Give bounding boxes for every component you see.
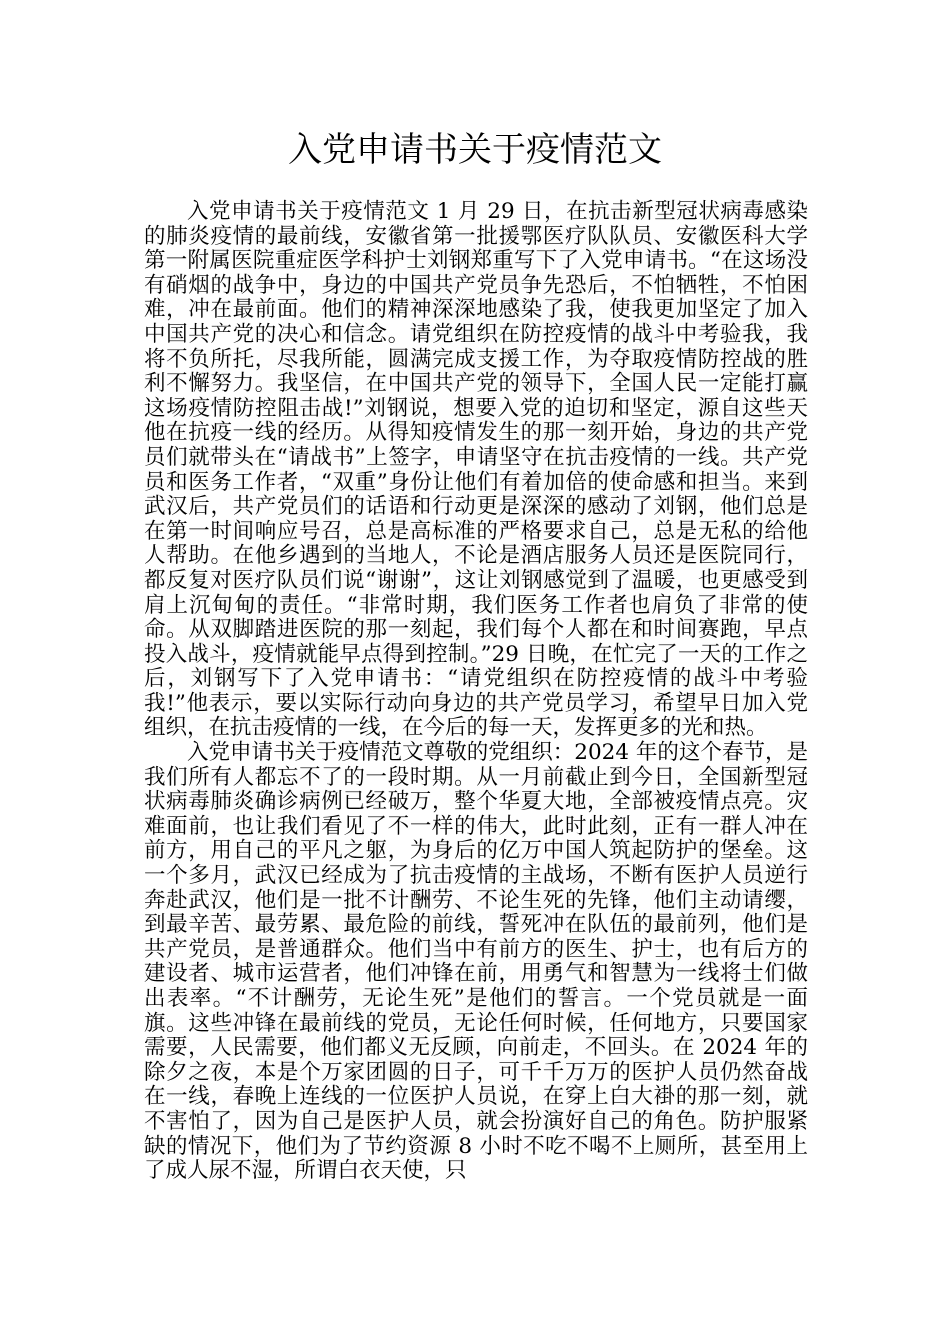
document-body [144, 200, 808, 1184]
document-title: 入党申请书关于疫情范文 [288, 130, 662, 170]
paragraph-1: 入党申请书关于疫情范文 1 月 29 日，在抗击新型冠状病毒感染的肺炎疫情的最前线，安徽省第一批援鄂医疗队队员、安徽医科大学第一附属医院重症医学科护士刘钢郑重写下了入党申请书。“在这场没有硝烟的战争中，身边的中国共产党员争先恐后，不怕牺牲，不怕困难，冲在最前面。他们的精神深深地感染了我，使我更加坚定了加入中国共产党的决心和信念。请党组织在防控疫情的战斗中考验我，我将不负所托，尽我所能，圆满完成支援工作，为夺取疫情防控战的胜利不懈努力。我坚信，在中国共产党的领导下，全国人民一定能打赢这场疫情防控阻击战!”刘钢说，想要入党的迫切和坚定，源自这些天他在抗疫一线的经历。从得知疫情发生的那一刻开始，身边的共产党员们就带头在“请战书”上签字，申请坚守在抗击疫情的一线。共产党员和医务工作者，“双重”身份让他们有着加倍的使命感和担当。来到武汉后，共产党员们的话语和行动更是深深的感动了刘钢，他们总是在第一时间响应号召，总是高标准的严格要求自己，总是无私的给他人帮助。在他乡遇到的当地人，不论是酒店服务人员还是医院同行，都反复对医疗队员们说“谢谢”，这让刘钢感觉到了温暖，也更感受到肩上沉甸甸的责任。“非常时期，我们医务工作者也肩负了非常的使命。从双脚踏进医院的那一刻起，我们每个人都在和时间赛跑，早点投入战斗，疫情就能早点得到控制。”29 日晚，在忙完了一天的工作之后，刘钢写下了入党申请书：“请党组织在防控疫情的战斗中考验我!”他表示，要以实际行动向身边的共产党员学习，希望早日加入党组织，在抗击疫情的一线，在今后的每一天，发挥更多的光和热。 [144, 199, 808, 741]
paragraph-2: 入党申请书关于疫情范文尊敬的党组织：2024 年的这个春节，是我们所有人都忘不了的一段时期。从一月前截止到今日，全国新型冠状病毒肺炎确诊病例已经破万，整个华夏大地，全部被疫情点亮。灾难面前，也让我们看见了不一样的伟大，此时此刻，正有一群人冲在前方，用自己的平凡之躯，为身后的亿万中国人筑起防护的堡垒。这一个多月，武汉已经成为了抗击疫情的主战场，不断有医护人员逆行奔赴武汉，他们是一批不计酬劳、不论生死的先锋，他们主动请缨，到最辛苦、最劳累、最危险的前线，誓死冲在队伍的最前列，他们是共产党员，是普通群众。他们当中有前方的医生、护士，也有后方的建设者、城市运营者，他们冲锋在前，用勇气和智慧为一线将士们做出表率。“不计酬劳，无论生死”是他们的誓言。一个党员就是一面旗。这些冲锋在最前线的党员，无论任何时候，任何地方，只要国家需要，人民需要，他们都义无反顾，向前走，不回头。在 2024 年的除夕之夜，本是个万家团圆的日子，可千千万万的医护人员仍然奋战在一线，春晚上连线的一位医护人员说，在穿上白大褂的那一刻，就不害怕了，因为自己是医护人员，就会扮演好自己的角色。防护服紧缺的情况下，他们为了节约资源 8 小时不吃不喝不上厕所，甚至用上了成人尿不湿，所谓白衣天使，只 [144, 740, 808, 1184]
